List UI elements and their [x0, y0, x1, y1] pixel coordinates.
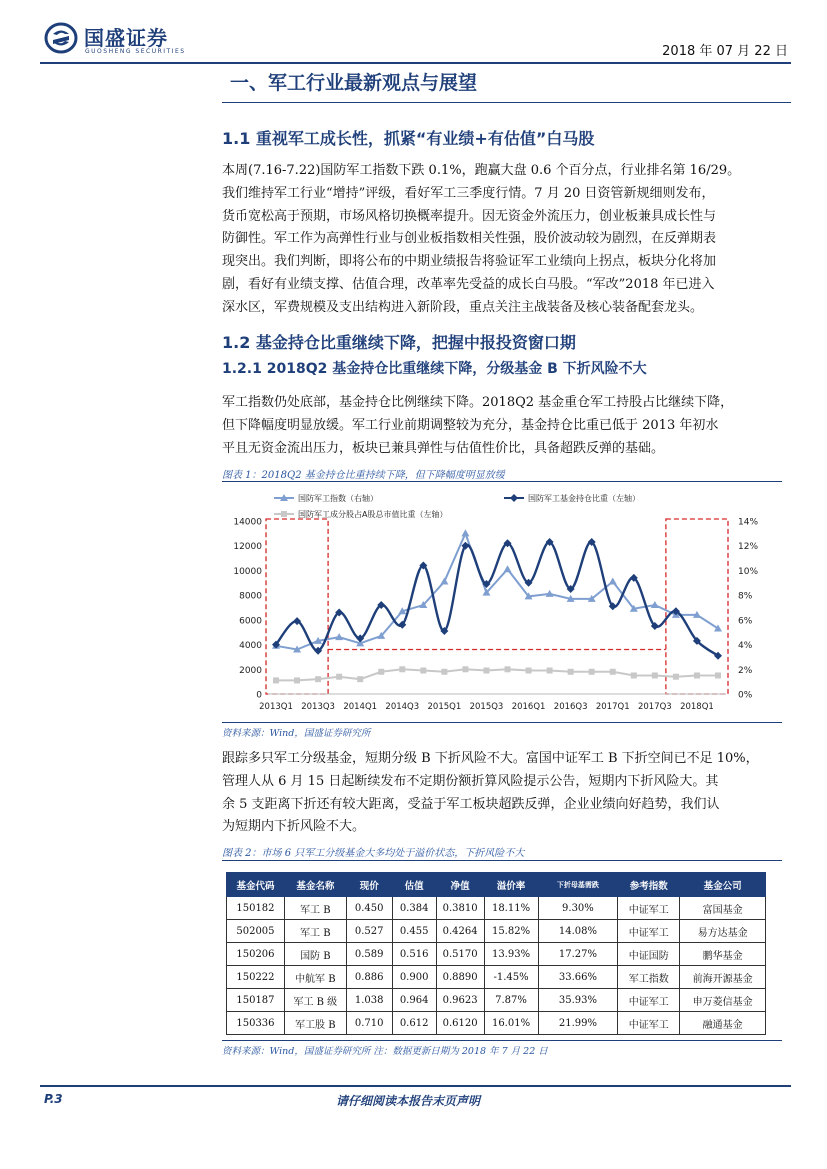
- table-cell: 0.4264: [436, 920, 484, 943]
- figure-1-bottom-rule: [222, 722, 782, 723]
- body-line: 军工指数仍处底部，基金持仓比例继续下降。2018Q2 基金重仓军工持股占比继续下降，: [222, 395, 734, 410]
- series-point: [631, 672, 637, 678]
- series-index: [272, 529, 722, 652]
- table-row: [227, 989, 766, 1012]
- right-axis-tick-label: 0%: [738, 690, 753, 701]
- series-point: [420, 668, 426, 674]
- table-cell: 前海开源基金: [680, 966, 766, 989]
- table-cell: 0.5170: [436, 943, 484, 966]
- table-cell: 富国基金: [680, 897, 766, 920]
- fund-analysis-body: [222, 748, 782, 839]
- left-axis-tick-label: 12000: [233, 542, 262, 553]
- table-cell: 150187: [227, 989, 285, 1012]
- table-cell: 16.01%: [484, 1012, 538, 1035]
- figure-2-bottom-rule: [222, 1040, 782, 1041]
- series-point: [399, 666, 405, 672]
- figure-1-source: 资料来源：Wind，国盛证券研究所: [222, 728, 371, 739]
- chart-series: [272, 529, 722, 683]
- series-point: [610, 669, 616, 675]
- table-cell: 中证军工: [618, 920, 680, 943]
- body-line: 防御性。军工作为高弹性行业与创业板指数相关性强，股价波动较为剧烈，在反弹期表: [222, 231, 717, 247]
- series-line: [276, 669, 718, 680]
- table-cell: 0.527: [346, 920, 392, 943]
- table-cell: 9.30%: [538, 897, 618, 920]
- series-point: [281, 511, 287, 517]
- x-axis-tick-label: 2015Q3: [469, 702, 504, 712]
- series-point: [510, 494, 518, 502]
- table-cell: 0.516: [392, 943, 436, 966]
- body-line: 平且无资金流出压力，板块已兼具弹性与估值性价比，具备超跌反弹的基础。: [222, 440, 665, 456]
- logo-mark-icon: [44, 22, 78, 54]
- body-line: 剧，看好有业绩支撑、估值合理，改革率先受益的成长白马股。“军改”2018 年已进入: [222, 276, 715, 292]
- x-axis-tick-label: 2017Q1: [595, 702, 630, 712]
- page-header: [40, 18, 790, 60]
- table-cell: 17.27%: [538, 943, 618, 966]
- col-header: 估值: [392, 873, 436, 897]
- col-header: 净值: [436, 873, 484, 897]
- series-point: [441, 669, 447, 675]
- left-axis-tick-label: 0: [256, 690, 262, 701]
- x-axis-tick-label: 2014Q1: [343, 702, 378, 712]
- table-cell: 0.612: [392, 1012, 436, 1035]
- table-cell: 易方达基金: [680, 920, 766, 943]
- x-axis-tick-label: 2016Q1: [511, 702, 546, 712]
- header-divider: [40, 62, 791, 64]
- series-point: [568, 669, 574, 675]
- highlight-box-end: [666, 519, 728, 694]
- left-axis-tick-label: 10000: [233, 566, 262, 577]
- table-cell: 0.450: [346, 897, 392, 920]
- table-cell: 0.710: [346, 1012, 392, 1035]
- col-header: 参考指数: [618, 873, 680, 897]
- table-cell: 0.6120: [436, 1012, 484, 1035]
- table-cell: 1.038: [346, 989, 392, 1012]
- subsection-1-2-1-title: 1.2.1 2018Q2 基金持仓比重继续下降，分级基金 B 下折风险不大: [222, 361, 647, 377]
- table-cell: 国防 B: [284, 943, 346, 966]
- series-point: [673, 674, 679, 680]
- right-axis-tick-label: 12%: [738, 542, 759, 553]
- figure-2-top-rule: [222, 860, 782, 861]
- body-line: 管理人从 6 月 15 日起断续发布不定期份额折算风险提示公告，短期内下折风险大。其: [222, 773, 719, 789]
- table-cell: 0.8890: [436, 966, 484, 989]
- table-cell: 军工股 B: [284, 1012, 346, 1035]
- x-axis-tick-label: 2013Q3: [301, 702, 335, 712]
- body-line: 深水区，军费规模及支出结构进入新阶段，重点关注主战装备及核心装备配套龙头。: [222, 299, 704, 315]
- table-cell: 14.08%: [538, 920, 618, 943]
- legend-label: 国防军工基金持仓比重（左轴）: [528, 494, 640, 503]
- subsection-1-1-body: [222, 160, 782, 320]
- series-point: [294, 677, 300, 683]
- table-header-row: [227, 873, 766, 897]
- series-point: [547, 668, 553, 674]
- chart-legend: [274, 493, 640, 519]
- series-point: [694, 672, 700, 678]
- table-row: [227, 920, 766, 943]
- col-header: 基金名称: [284, 873, 346, 897]
- table-cell: -1.45%: [484, 966, 538, 989]
- company-logo: [44, 20, 244, 56]
- footer-disclaimer: 请仔细阅读本报告末页声明: [336, 1094, 481, 1108]
- series-point: [505, 666, 511, 672]
- logo-text: 国盛证券: [84, 26, 168, 50]
- highlight-box-start: [266, 519, 328, 694]
- series-fund-weight: [272, 538, 722, 660]
- table-cell: 7.87%: [484, 989, 538, 1012]
- table-cell: 0.455: [392, 920, 436, 943]
- col-header: 溢价率: [484, 873, 538, 897]
- logo-subtext: GUOSHENG SECURITIES: [85, 48, 186, 55]
- table-cell: 中证军工: [618, 989, 680, 1012]
- page-number: P.3: [44, 1092, 63, 1106]
- body-line: 我们维持军工行业“增持”评级，看好军工三季度行情。7 月 20 日资管新规细则发布，: [222, 185, 715, 201]
- col-header: 现价: [346, 873, 392, 897]
- table-cell: 中证军工: [618, 1012, 680, 1035]
- table-cell: 军工 B 级: [284, 989, 346, 1012]
- series-point: [504, 565, 512, 572]
- figure-1-chart: [222, 484, 782, 720]
- body-line: 为短期内下折风险不大。: [222, 819, 366, 835]
- x-axis-tick-label: 2014Q3: [385, 702, 420, 712]
- table-cell: 军工 B: [284, 897, 346, 920]
- x-axis-tick-label: 2013Q1: [259, 702, 293, 712]
- footer-divider: [40, 1085, 791, 1087]
- figure-1-title: 图表 1：2018Q2 基金持仓比重持续下降，但下降幅度明显放缓: [222, 470, 505, 481]
- table-cell: 150336: [227, 1012, 285, 1035]
- subsection-1-2-1-body: [222, 392, 782, 460]
- table-row: [227, 943, 766, 966]
- figure-2-source: 资料来源：Wind，国盛证券研究所 注：数据更新日期为 2018 年 7 月 22 日: [222, 1046, 548, 1057]
- table-cell: 中航军 B: [284, 966, 346, 989]
- series-point: [652, 672, 658, 678]
- figure-2-title: 图表 2：市场 6 只军工分级基金大多均处于溢价状态，下折风险不大: [222, 848, 525, 859]
- table-cell: 0.900: [392, 966, 436, 989]
- table-row: [227, 1012, 766, 1035]
- table-cell: 150182: [227, 897, 285, 920]
- series-point: [483, 668, 489, 674]
- table-cell: 18.11%: [484, 897, 538, 920]
- left-axis-tick-label: 4000: [239, 641, 262, 652]
- col-header: 基金公司: [680, 873, 766, 897]
- body-line: 但下降幅度明显放缓。军工行业前期调整较为充分，基金持仓比重已低于 2013 年初水: [222, 417, 719, 433]
- table-cell: 中证军工: [618, 897, 680, 920]
- table-cell: 鹏华基金: [680, 943, 766, 966]
- body-line: 本周(7.16-7.22)国防军工指数下跌 0.1%，跑赢大盘 0.6 个百分点，行业排名第 16/29。: [222, 163, 741, 178]
- body-line: 现突出。我们判断，即将公布的中期业绩报告将验证军工业绩向上拐点，板块分化将加: [222, 254, 717, 270]
- series-point: [526, 668, 532, 674]
- col-header: 下折母基需跌: [538, 873, 618, 897]
- body-line: 跟踪多只军工分级基金，短期分级 B 下折风险不大。富国中证军工 B 下折空间已不足 10%，: [222, 751, 759, 766]
- section-title: 一、军工行业最新观点与展望: [230, 72, 478, 94]
- table-cell: 0.384: [392, 897, 436, 920]
- col-header: 基金代码: [227, 873, 285, 897]
- figure-1-top-rule: [222, 481, 782, 482]
- series-point: [461, 529, 469, 536]
- series-point: [315, 676, 321, 682]
- legend-label: 国防军工指数（右轴）: [298, 494, 378, 503]
- left-axis-tick-label: 8000: [239, 591, 262, 602]
- table-cell: 35.93%: [538, 989, 618, 1012]
- series-point: [715, 672, 721, 678]
- table-row: [227, 966, 766, 989]
- right-axis-tick-label: 8%: [738, 591, 753, 602]
- table-cell: 申万菱信基金: [680, 989, 766, 1012]
- x-axis-tick-label: 2017Q3: [637, 702, 672, 712]
- series-point: [462, 666, 468, 672]
- series-point: [357, 676, 363, 682]
- series-point: [378, 669, 384, 675]
- series-point: [440, 578, 448, 585]
- table-cell: 150206: [227, 943, 285, 966]
- x-axis-tick-label: 2015Q1: [427, 702, 462, 712]
- right-axis-tick-label: 4%: [738, 641, 753, 652]
- table-cell: 融通基金: [680, 1012, 766, 1035]
- subsection-1-1-title: 1.1 重视军工成长性，抓紧“有业绩+有估值”白马股: [222, 129, 595, 148]
- left-axis-tick-label: 14000: [233, 517, 262, 528]
- table-cell: 13.93%: [484, 943, 538, 966]
- right-axis-tick-label: 14%: [738, 517, 759, 528]
- left-axis-tick-label: 2000: [239, 665, 262, 676]
- body-line: 货币宽松高于预期，市场风格切换概率提升。因无资金外流压力，创业板兼具成长性与: [222, 208, 717, 224]
- table-cell: 15.82%: [484, 920, 538, 943]
- table-cell: 军工指数: [618, 966, 680, 989]
- series-point: [273, 677, 279, 683]
- series-market-cap-weight: [273, 666, 721, 683]
- subsection-1-2-title: 1.2 基金持仓比重继续下降，把握中报投资窗口期: [222, 333, 576, 352]
- series-point: [589, 669, 595, 675]
- table-cell: 0.3810: [436, 897, 484, 920]
- table-cell: 502005: [227, 920, 285, 943]
- table-cell: 0.964: [392, 989, 436, 1012]
- table-cell: 0.886: [346, 966, 392, 989]
- fund-table: [226, 872, 766, 1035]
- left-axis-tick-label: 6000: [239, 616, 262, 627]
- x-axis-tick-label: 2016Q3: [553, 702, 588, 712]
- x-axis-tick-label: 2018Q1: [680, 702, 714, 712]
- table-row: [227, 897, 766, 920]
- table-cell: 33.66%: [538, 966, 618, 989]
- table-cell: 中证国防: [618, 943, 680, 966]
- section-divider: [222, 102, 791, 103]
- right-axis-tick-label: 6%: [738, 616, 753, 627]
- body-line: 余 5 支距离下折还有较大距离，受益于军工板块超跌反弹，企业业绩向好趋势，我们认: [222, 796, 720, 812]
- series-point: [336, 674, 342, 680]
- table-cell: 21.99%: [538, 1012, 618, 1035]
- right-axis-tick-label: 10%: [738, 566, 759, 577]
- table-cell: 150222: [227, 966, 285, 989]
- table-cell: 0.589: [346, 943, 392, 966]
- table-cell: 军工 B: [284, 920, 346, 943]
- legend-label: 国防军工成分股占A股总市值比重（左轴）: [298, 510, 448, 519]
- series-line: [276, 533, 718, 649]
- report-date: 2018 年 07 月 22 日: [662, 44, 788, 59]
- table-cell: 0.9623: [436, 989, 484, 1012]
- series-point: [609, 578, 617, 585]
- right-axis-tick-label: 2%: [738, 665, 753, 676]
